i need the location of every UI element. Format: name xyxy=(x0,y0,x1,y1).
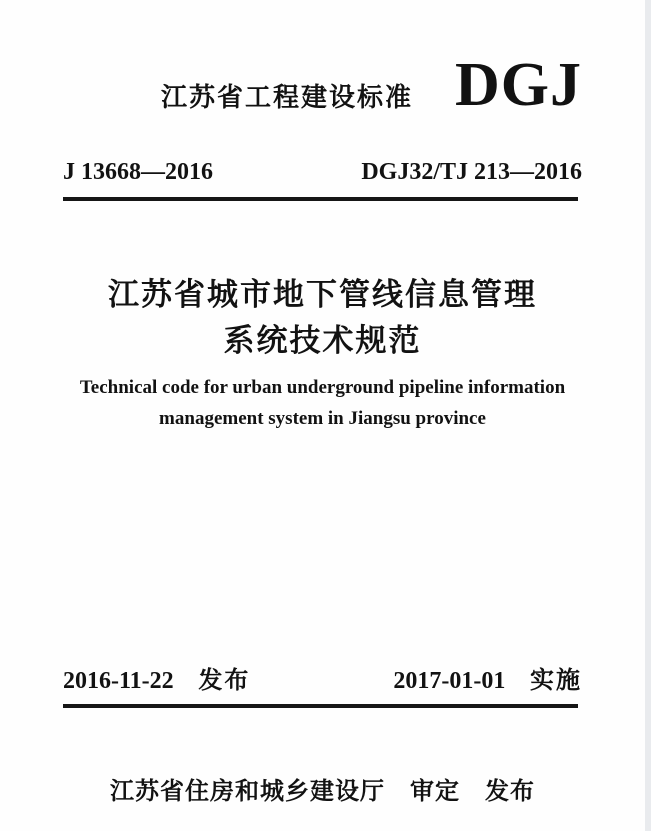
english-title xyxy=(40,372,605,434)
dgj-logo: DGJ xyxy=(455,51,582,119)
main-title-line1: 江苏省城市地下管线信息管理 xyxy=(108,277,537,312)
issue-date-group xyxy=(63,666,250,696)
effective-date-label: 实施 xyxy=(530,667,582,694)
main-title-line2: 系统技术规范 xyxy=(223,323,422,358)
standard-number: DGJ32/TJ 213—2016 xyxy=(361,159,582,185)
issue-date-label: 发布 xyxy=(198,667,251,694)
main-title xyxy=(63,272,582,364)
issue-date: 2016-11-22 xyxy=(63,668,174,694)
top-divider-rule xyxy=(63,197,578,201)
document-numbers-row xyxy=(63,158,582,186)
effective-date-group xyxy=(393,666,582,696)
standard-type-heading: 江苏省工程建设标准 xyxy=(160,82,413,112)
dates-row xyxy=(63,666,582,696)
publisher-line: 江苏省住房和城乡建设厅 审定 发布 xyxy=(110,778,535,805)
scan-edge-strip xyxy=(645,0,651,831)
effective-date: 2017-01-01 xyxy=(393,668,506,694)
english-title-line2: management system in Jiangsu province xyxy=(159,408,486,429)
english-title-line1: Technical code for urban underground pipeline information xyxy=(79,377,566,398)
bottom-divider-rule xyxy=(63,704,578,708)
record-number: J 13668—2016 xyxy=(63,159,213,185)
